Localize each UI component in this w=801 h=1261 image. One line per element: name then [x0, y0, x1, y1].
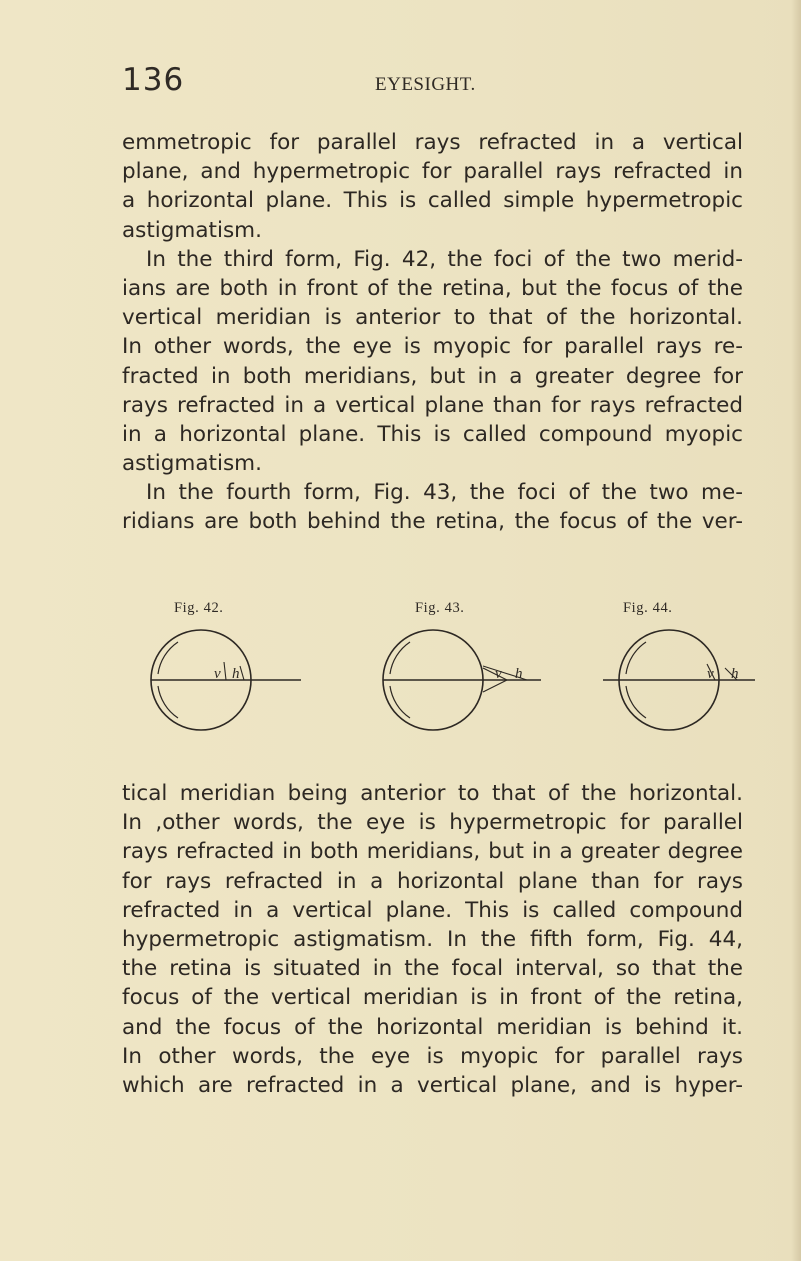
figure-44-label: Fig. 44.: [623, 600, 673, 616]
text-line: In ,other words, the eye is hypermetropic for parallel: [122, 810, 743, 836]
text-line: for rays refracted in a horizontal plane than for rays: [122, 868, 743, 894]
paragraph-start: In the fourth form, Fig. 43, the foci of the two me-: [146, 480, 743, 506]
text-line: refracted in a vertical plane. This is called compound: [122, 897, 743, 923]
text-line: emmetropic for parallel rays refracted in a vertical: [122, 130, 743, 155]
page-edge-shadow: [791, 0, 801, 1261]
text-line: In other words, the eye is myopic for parallel rays: [122, 1043, 743, 1069]
text-line: a horizontal plane. This is called simple hypermetropic: [122, 188, 743, 214]
text-line: the retina is situated in the focal interval, so that the: [122, 956, 743, 982]
text-line: fracted in both meridians, but in a greater degree for: [122, 363, 743, 389]
text-line: focus of the vertical meridian is in front of the retina,: [122, 985, 743, 1011]
h-focus-label: h: [731, 666, 739, 682]
text-line: astigmatism.: [122, 217, 262, 243]
text-line: ridians are both behind the retina, the focus of the ver-: [122, 509, 743, 535]
text-block-bottom: [122, 779, 743, 1100]
v-focus-label: v: [707, 666, 714, 682]
text-line: in a horizontal plane. This is called compound myopic: [122, 421, 743, 447]
eye-diagram-43: [375, 622, 555, 750]
v-focus-label: v: [495, 666, 502, 682]
running-head: EYESIGHT.: [375, 74, 476, 95]
paragraph-start: In the third form, Fig. 42, the foci of the two merid-: [146, 246, 743, 272]
text-line: tical meridian being anterior to that of the horizontal.: [122, 781, 743, 806]
figure-42: [138, 600, 318, 750]
page-header: [122, 60, 742, 110]
text-line: ians are both in front of the retina, but the focus of the: [122, 275, 743, 301]
v-focus-label: v: [214, 666, 221, 682]
h-focus-label: h: [515, 666, 523, 682]
text-line: vertical meridian is anterior to that of the horizontal.: [122, 305, 743, 331]
text-block-top: [122, 128, 743, 537]
text-line: In other words, the eye is myopic for parallel rays re-: [122, 334, 743, 360]
figure-row: [110, 600, 770, 750]
text-line: rays refracted in a vertical plane than for rays refracted: [122, 392, 743, 418]
text-line: which are refracted in a vertical plane, and is hyper-: [122, 1072, 743, 1098]
eye-diagram-44: [585, 622, 765, 750]
figure-43-label: Fig. 43.: [415, 600, 465, 616]
page-number: 136: [122, 62, 185, 98]
figure-42-label: Fig. 42.: [174, 600, 224, 616]
figure-44: [585, 600, 765, 750]
eye-diagram-42: [138, 622, 318, 750]
figure-43: [375, 600, 555, 750]
h-focus-label: h: [232, 666, 240, 682]
text-line: plane, and hypermetropic for parallel rays refracted in: [122, 159, 743, 185]
text-line: and the focus of the horizontal meridian is behind it.: [122, 1014, 743, 1040]
text-line: rays refracted in both meridians, but in a greater degree: [122, 839, 743, 865]
text-line: astigmatism.: [122, 451, 262, 477]
text-line: hypermetropic astigmatism. In the fifth form, Fig. 44,: [122, 926, 743, 952]
